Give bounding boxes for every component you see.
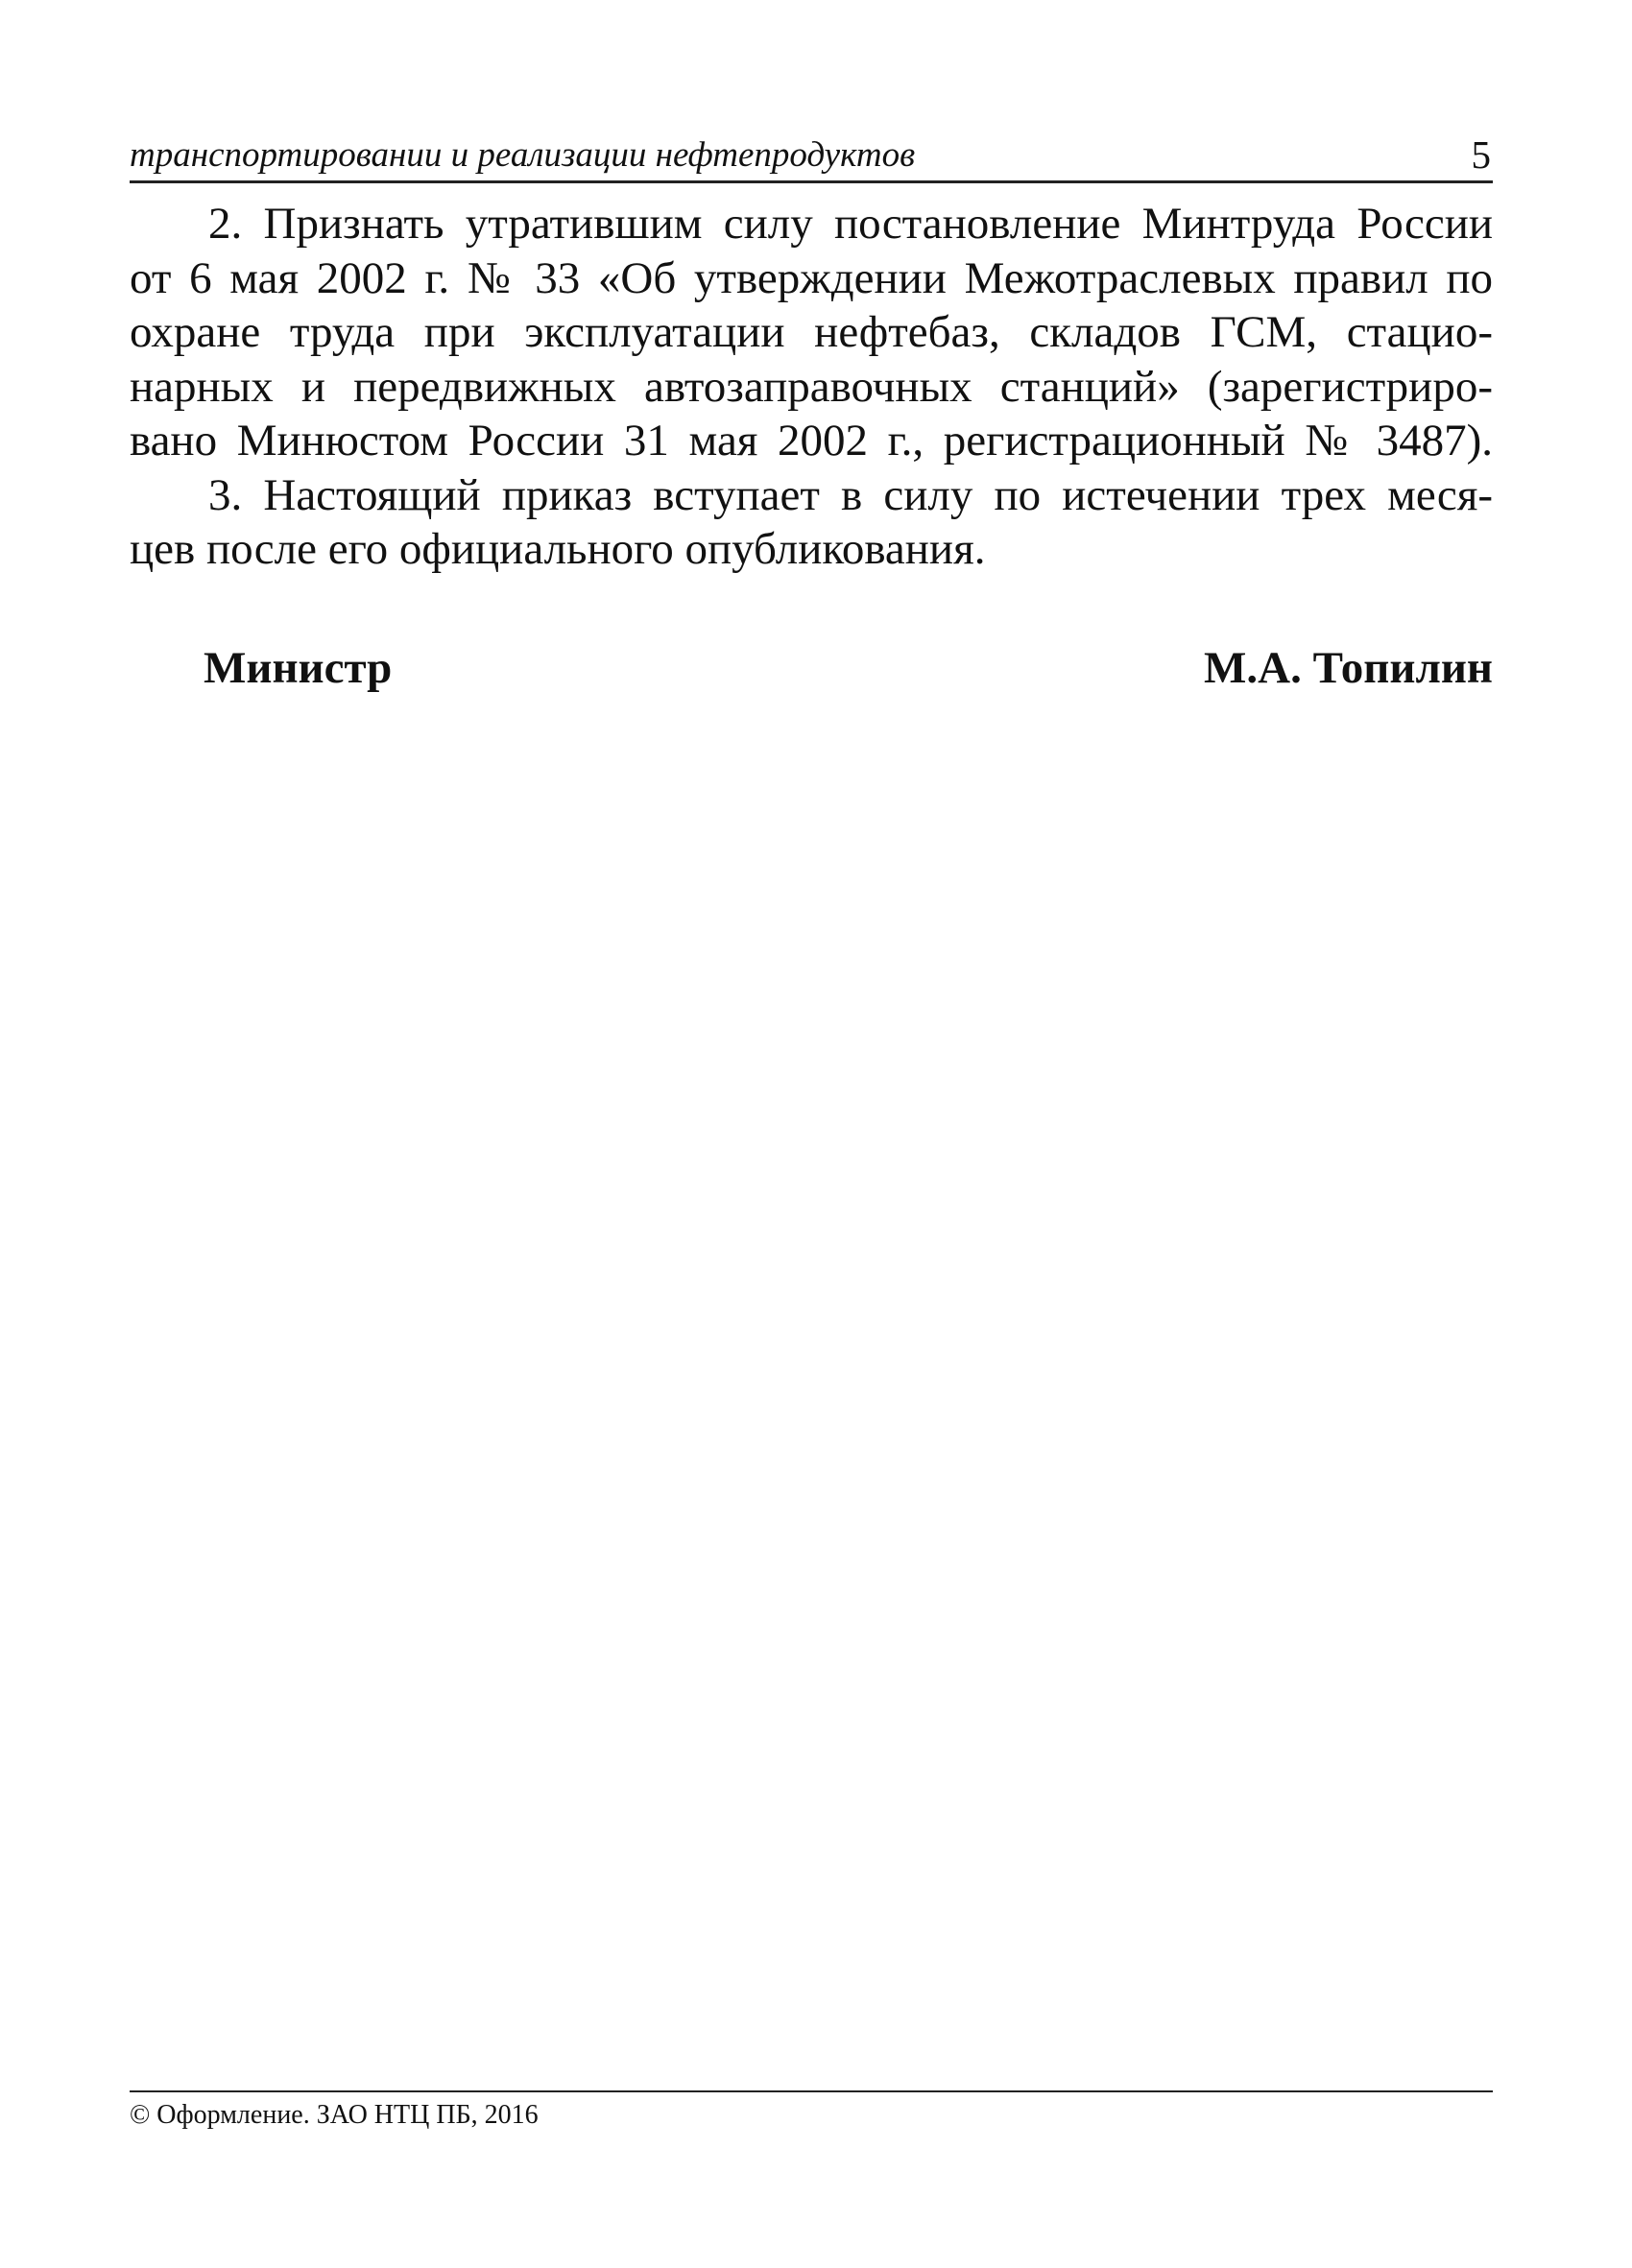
signatory-position: Министр xyxy=(204,643,393,693)
footer-divider xyxy=(130,2090,1493,2092)
footer-copyright: © Оформление. ЗАО НТЦ ПБ, 2016 xyxy=(130,2100,539,2130)
text-line: цев после его официального опубликования. xyxy=(130,524,986,574)
text-line: вано Минюстом России 31 мая 2002 г., регистрационный № 3487). xyxy=(130,416,1493,466)
page-number: 5 xyxy=(1471,132,1491,177)
running-title: транспортировании и реализации нефтепродуктов xyxy=(130,135,916,175)
text-line: охране труда при эксплуатации нефтебаз, складов ГСМ, стацио- xyxy=(130,307,1493,357)
signatory-name: М.А. Топилин xyxy=(1204,643,1493,693)
paragraph-2 xyxy=(130,197,1493,468)
text-line: 3. Настоящий приказ вступает в силу по истечении трех меся- xyxy=(208,469,1493,520)
signature-block xyxy=(204,641,1493,699)
text-line: нарных и передвижных автозаправочных станций» (зарегистриро- xyxy=(130,361,1493,412)
document-body xyxy=(130,197,1493,577)
running-header xyxy=(130,132,1493,183)
text-line: от 6 мая 2002 г. № 33 «Об утверждении Межотраслевых правил по xyxy=(130,252,1493,303)
text-line: 2. Признать утратившим силу постановление Минтруда России xyxy=(208,199,1493,249)
paragraph-3 xyxy=(130,468,1493,577)
